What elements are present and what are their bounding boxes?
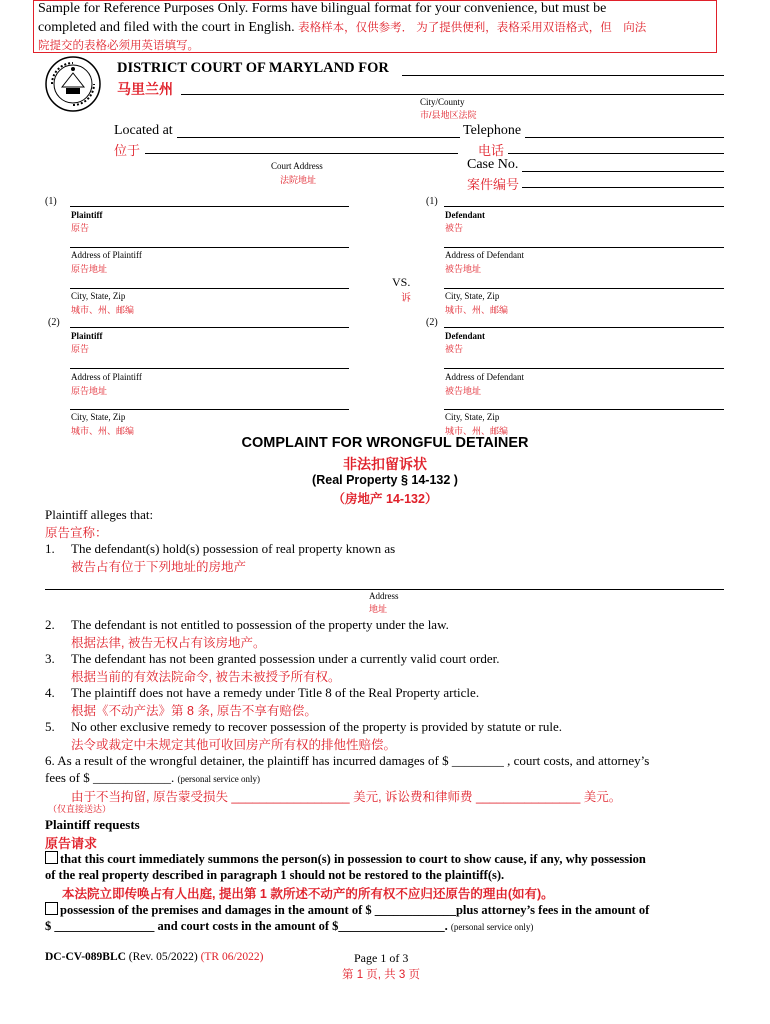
defendant-1-number: (1) — [426, 196, 438, 207]
telephone-label: Telephone — [463, 123, 522, 138]
plaintiff-1-csz-label: City, State, Zip — [71, 291, 126, 301]
request-2-text-1: possession of the premises and damages in the amount of $ _____________plus attorney’s fees in the amount of — [60, 903, 650, 917]
form-title: COMPLAINT FOR WRONGFUL DETAINER — [241, 435, 529, 451]
plaintiff-2-address-label: Address of Plaintiff — [71, 372, 142, 382]
p2-text: The defendant is not entitled to possession of the property under the law. — [71, 617, 449, 632]
p4-text-zh: 根据《不动产法》第 8 条, 原告不享有赔偿。 — [71, 704, 317, 718]
p1-text-zh: 被告占有位于下列地址的房地产 — [71, 560, 247, 574]
address-label: Address — [369, 591, 399, 601]
plaintiff-1-csz-label-zh: 城市、州、邮编 — [71, 305, 135, 315]
p5-number: 5. — [45, 719, 55, 734]
notice-zh-1: 表格样本，仅供参考． 为了提供便利，表格采用双语格式，但 向法 — [298, 22, 647, 34]
plaintiff-2-address-label-zh: 原告地址 — [71, 386, 108, 396]
court-seal-image — [44, 55, 102, 113]
requests-label: Plaintiff requests — [45, 817, 140, 832]
city-county-label: City/County — [420, 97, 465, 107]
request-1-text-1: that this court immediately summons the person(s) in possession to court to show cause, if any, why possession — [60, 852, 646, 866]
notice-en-1: Sample for Reference Purposes Only. Forms have bilingual format for your convenience, but must be — [38, 1, 607, 16]
p6-text-2: fees of $ ____________. — [45, 770, 175, 785]
city-county-label-zh: 市/县地区法院 — [420, 110, 477, 120]
case-no-label-zh: 案件编号 — [467, 177, 520, 192]
defendant-2-label: Defendant — [445, 331, 485, 341]
notice-en-2-text: completed and filed with the court in English. — [38, 20, 295, 35]
request-1-line-1 — [45, 851, 646, 867]
p3-number: 3. — [45, 651, 55, 666]
located-label-zh: 位于 — [114, 143, 141, 158]
p4-text: The plaintiff does not have a remedy under Title 8 of the Real Property article. — [71, 685, 480, 700]
plaintiff-2-csz-label-zh: 城市、州、邮编 — [71, 426, 135, 436]
court-address-label: Court Address — [271, 161, 323, 171]
located-label: Located at — [114, 123, 173, 138]
page-number: Page 1 of 3 — [354, 951, 409, 965]
requests-label-zh: 原告请求 — [45, 836, 98, 851]
p1-text: The defendant(s) hold(s) possession of real property known as — [71, 541, 396, 556]
plaintiff-1-label: Plaintiff — [71, 210, 103, 220]
defendant-2-csz-label-zh: 城市、州、邮编 — [445, 426, 509, 436]
p6-line-2 — [45, 770, 260, 786]
p3-text: The defendant has not been granted possession under a currently valid court order. — [71, 651, 500, 666]
p6-personal-service-zh: （仅直接送达） — [48, 804, 112, 814]
defendant-1-csz-label-zh: 城市、州、邮编 — [445, 305, 509, 315]
plaintiff-1-label-zh: 原告 — [71, 223, 90, 233]
p5-text: No other exclusive remedy to recover possession of the property is provided by statute or rule. — [71, 719, 562, 734]
p4-number: 4. — [45, 685, 55, 700]
p6-text-1: 6. As a result of the wrongful detainer, the plaintiff has incurred damages of $ ________ , court costs, and attorney’s — [45, 753, 650, 768]
p2-number: 2. — [45, 617, 55, 632]
plaintiff-1-address-label-zh: 原告地址 — [71, 264, 108, 274]
alleges-label: Plaintiff alleges that: — [45, 507, 154, 522]
p6-text-zh: 由于不当拘留, 原告蒙受损失 _________________ 美元, 诉讼费和律师费 _______________ 美元。 — [71, 790, 622, 804]
p1-number: 1. — [45, 541, 55, 556]
defendant-2-address-label: Address of Defendant — [445, 372, 524, 382]
defendant-1-address-label-zh: 被告地址 — [445, 264, 482, 274]
plaintiff-2-number: (2) — [48, 317, 60, 328]
plaintiff-2-csz-label: City, State, Zip — [71, 412, 126, 422]
defendant-1-label: Defendant — [445, 210, 485, 220]
defendant-2-address-label-zh: 被告地址 — [445, 386, 482, 396]
defendant-2-csz-label: City, State, Zip — [445, 412, 500, 422]
defendant-2-label-zh: 被告 — [445, 344, 464, 354]
footer-form-info — [45, 951, 264, 963]
notice-zh-2: 院提交的表格必须用英语填写。 — [38, 40, 199, 52]
vs-label: VS. — [392, 275, 411, 289]
form-revision: (Rev. 05/2022) — [128, 951, 198, 963]
request-2-line-2 — [45, 919, 533, 934]
page-number-zh: 第 1 页, 共 3 页 — [342, 969, 420, 981]
request-2-line-1 — [45, 902, 649, 918]
form-id: DC-CV-089BLC — [45, 951, 126, 963]
p6-personal-service: (personal service only) — [177, 774, 260, 784]
court-title-zh: 马里兰州 — [117, 81, 173, 97]
form-translation-date: (TR 06/2022) — [200, 951, 264, 963]
form-subtitle-zh: （房地产 14-132） — [332, 492, 438, 506]
vs-label-zh: 诉 — [401, 293, 411, 304]
notice-en-2 — [38, 19, 646, 36]
plaintiff-1-address-label: Address of Plaintiff — [71, 250, 142, 260]
plaintiff-2-label: Plaintiff — [71, 331, 103, 341]
request-2-personal-service: (personal service only) — [450, 922, 534, 932]
plaintiff-1-number: (1) — [45, 196, 57, 207]
request-1-text-2: of the real property described in paragraph 1 should not be restored to the plaintiff(s). — [45, 868, 505, 882]
alleges-label-zh: 原告宣称： — [45, 526, 108, 540]
defendant-1-csz-label: City, State, Zip — [445, 291, 500, 301]
defendant-2-number: (2) — [426, 317, 438, 328]
case-no-label: Case No. — [467, 157, 519, 172]
request-2-text-2: $ ________________ and court costs in the amount of $_________________. — [45, 919, 448, 933]
plaintiff-2-label-zh: 原告 — [71, 344, 90, 354]
request-2-checkbox[interactable] — [45, 902, 58, 915]
p5-text-zh: 法令或裁定中未规定其他可收回房产所有权的排他性赔偿。 — [71, 738, 397, 752]
court-address-label-zh: 法院地址 — [280, 175, 317, 185]
address-label-zh: 地址 — [369, 604, 388, 614]
p3-text-zh: 根据当前的有效法院命令, 被告未被授予所有权。 — [71, 670, 341, 684]
form-subtitle: (Real Property § 14-132 ) — [312, 473, 458, 487]
p2-text-zh: 根据法律, 被告无权占有该房地产。 — [71, 636, 266, 650]
defendant-1-address-label: Address of Defendant — [445, 250, 524, 260]
court-title: DISTRICT COURT OF MARYLAND FOR — [117, 60, 389, 76]
form-title-zh: 非法扣留诉状 — [343, 456, 427, 472]
defendant-1-label-zh: 被告 — [445, 223, 464, 233]
request-1-checkbox[interactable] — [45, 851, 58, 864]
telephone-label-zh: 电话 — [478, 143, 505, 158]
request-1-text-zh: 本法院立即传唤占有人出庭, 提出第 1 款所述不动产的所有权不应归还原告的理由(如有)。 — [62, 887, 554, 901]
